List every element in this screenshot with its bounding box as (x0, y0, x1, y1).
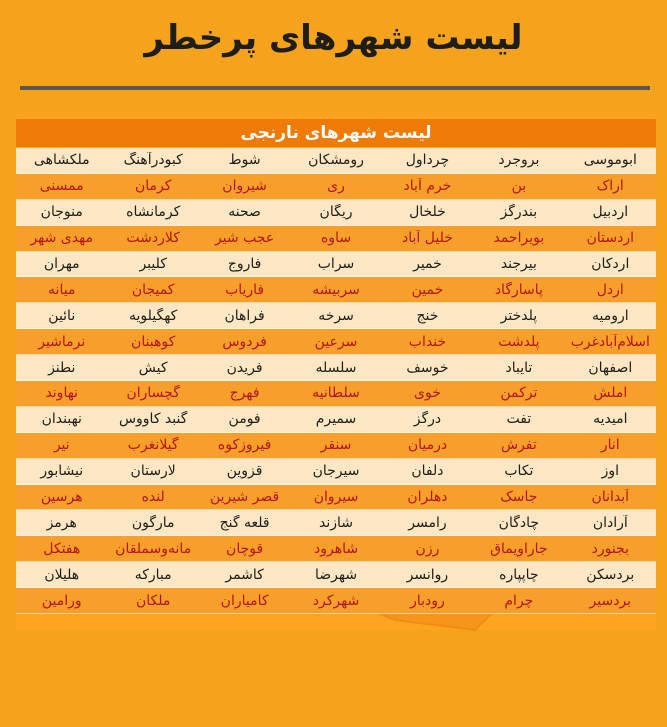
city-cell: نیشابور (40, 463, 84, 480)
city-cell: ممسنی (39, 178, 84, 195)
city-cell: پلدختر (500, 307, 538, 324)
city-cell: پاسارگاد (494, 281, 543, 298)
city-cell: اردستان (586, 230, 634, 247)
city-cell: درگز (413, 411, 442, 428)
title-divider (20, 86, 650, 90)
city-cell: گچساران (126, 385, 180, 402)
city-cell: ریگان (319, 204, 353, 221)
city-cell: رودبار (410, 592, 445, 609)
city-cell: اردل (596, 281, 624, 298)
city-cell: خنداب (408, 333, 447, 350)
city-cell: کلیبر (139, 256, 167, 272)
city-cell: فاروج (227, 256, 262, 272)
city-cell: جاسک (500, 489, 538, 506)
city-cell: پلدشت (498, 333, 540, 350)
city-cell: لنده (141, 489, 165, 506)
table-row (16, 277, 656, 303)
table-row (16, 562, 656, 588)
city-cell: ری (327, 178, 345, 195)
table-row (16, 226, 656, 252)
table-row (16, 407, 656, 433)
city-cell: خوسف (406, 359, 449, 376)
city-cell: فهرج (229, 385, 260, 402)
city-cell: اراک (596, 178, 624, 195)
table-row (16, 174, 656, 200)
table-row (16, 510, 656, 536)
city-cell: نطنز (48, 359, 76, 376)
city-cell: صحنه (228, 204, 261, 221)
city-cell: دهلران (407, 489, 448, 506)
city-cell: اصفهان (588, 359, 633, 376)
city-cell: هرسین (40, 489, 83, 506)
city-cell: بردسیر (589, 592, 632, 609)
city-cell: ترکمن (500, 385, 538, 402)
city-cell: فراهان (224, 307, 265, 324)
city-cell: آرادان (592, 514, 628, 531)
city-cell: مبارکه (134, 566, 172, 583)
city-cell: چادگان (498, 514, 540, 531)
city-cell: لارستان (130, 463, 176, 480)
city-cell: تفرش (500, 437, 537, 454)
table-row (16, 329, 656, 355)
city-cell: شاهرود (313, 540, 359, 557)
city-cell: کوهبنان (131, 333, 176, 350)
city-cell: تایباد (505, 359, 533, 376)
city-cell: فردوس (222, 333, 267, 350)
city-cell: فیروزکوه (217, 437, 272, 454)
city-cell: کمیجان (131, 281, 175, 298)
city-cell: انار (600, 437, 620, 454)
city-cell: سلطانیه (312, 385, 360, 402)
city-cell: ارومیه (591, 307, 629, 324)
city-cell: جاراویماق (490, 540, 548, 557)
table-header: لیست شهرهای نارنجی (16, 119, 656, 147)
city-cell: درمیان (407, 437, 448, 454)
city-cell: قصر شیرین (209, 489, 280, 506)
city-cell: رومشکان (308, 152, 364, 169)
city-cell: نهاوند (45, 385, 79, 402)
city-cell: اردکان (591, 256, 630, 272)
city-cell: مهدی شهر (30, 230, 94, 247)
city-cell: بیرجند (500, 256, 537, 272)
city-cell: کرمان (134, 178, 172, 195)
city-cell: سمیرم (315, 411, 357, 428)
city-cell: سیرجان (312, 463, 360, 480)
city-cell: قوچان (226, 540, 264, 557)
table-row (16, 303, 656, 329)
city-cell: منوجان (40, 204, 83, 221)
city-cell: رزن (415, 540, 440, 557)
city-cell: ابوموسی (583, 152, 637, 169)
city-cell: قلعه گنج (219, 514, 270, 531)
city-cell: مهران (43, 256, 80, 272)
city-cell: خلیل آباد (402, 230, 453, 247)
city-cell: فاریاب (225, 281, 265, 298)
city-cell: چرام (504, 592, 534, 609)
city-cell: دلفان (411, 463, 444, 480)
city-cell: کبودرآهنگ (123, 152, 183, 169)
table-row (16, 200, 656, 226)
city-cell: امیدیه (593, 411, 628, 428)
city-cell: شهرکرد (312, 592, 360, 609)
city-cell: بندرگز (500, 204, 538, 221)
city-cell: خلخال (409, 204, 446, 221)
city-cell: ورامین (41, 592, 82, 609)
city-cell: چاپپاره (499, 566, 539, 583)
city-cell: هرمز (46, 514, 77, 531)
city-cell: میانه (48, 281, 76, 298)
city-cell: کیش (138, 359, 168, 376)
city-cell: روانسر (406, 566, 449, 583)
city-cell: کرمانشاه (126, 204, 181, 221)
table-row (16, 381, 656, 407)
city-cell: نهبندان (41, 411, 82, 428)
table-row (16, 459, 656, 485)
table-row (16, 588, 656, 614)
city-cell: هفتکل (43, 540, 81, 557)
city-cell: کاشمر (225, 566, 264, 583)
city-cell: سراب (317, 256, 355, 272)
city-cell: آبدانان (591, 489, 630, 506)
city-cell: تکاب (504, 463, 534, 480)
city-cell: سنقر (320, 437, 352, 454)
city-cell: خرم آباد (403, 178, 452, 195)
city-cell: شازند (319, 514, 354, 531)
city-cell: کلاردشت (126, 230, 180, 247)
city-cell: اردبیل (592, 204, 629, 221)
city-cell: بویراحمد (493, 230, 545, 247)
city-cell: بجنورد (591, 540, 629, 557)
city-cell: شهرضا (314, 566, 358, 583)
city-cell: سلسله (315, 359, 357, 376)
city-cell: اوز (601, 463, 619, 480)
city-cell: سرعین (314, 333, 358, 350)
city-cell: سربیشه (312, 281, 360, 298)
city-table (16, 148, 656, 614)
table-row (16, 433, 656, 459)
city-cell: مارگون (131, 514, 175, 531)
page-title: لیست شهرهای پرخطر (144, 18, 523, 58)
city-cell: تفت (506, 411, 532, 428)
city-cell: رامسر (408, 514, 447, 531)
city-cell: فومن (228, 411, 261, 428)
city-cell: هلیلان (44, 566, 80, 583)
city-cell: نرماشیر (38, 333, 86, 350)
city-cell: نائین (48, 307, 76, 324)
city-cell: عجب شیر (214, 230, 275, 247)
city-cell: سرخه (318, 307, 354, 324)
city-cell: قزوین (226, 463, 263, 480)
city-cell: بروجرد (498, 152, 540, 169)
city-cell: ملکان (135, 592, 171, 609)
table-row (16, 252, 656, 278)
city-cell: خوی (414, 385, 441, 402)
city-cell: کامیاران (220, 592, 269, 609)
city-cell: فریدن (226, 359, 263, 376)
city-cell: بردسکن (586, 566, 635, 583)
city-cell: کهگیلویه (129, 307, 178, 324)
city-cell: ساوه (320, 230, 352, 247)
city-cell: املش (593, 385, 628, 402)
city-cell: گیلانغرب (127, 437, 179, 454)
city-cell: خمیر (413, 256, 442, 272)
city-cell: مانه‌وسملقان (115, 540, 192, 557)
city-cell: چرداول (405, 152, 450, 169)
city-cell: نیر (53, 437, 70, 454)
table-row (16, 485, 656, 511)
city-cell: گنبد کاووس (118, 411, 188, 428)
table-row (16, 148, 656, 174)
table-row (16, 355, 656, 381)
city-cell: ملکشاهی (33, 152, 90, 169)
city-cell: خمین (411, 281, 444, 298)
table-row (16, 536, 656, 562)
city-cell: سیروان (313, 489, 359, 506)
city-cell: اسلام‌آبادغرب (570, 333, 650, 350)
city-cell: بن (511, 178, 527, 195)
city-cell: شوط (228, 152, 261, 169)
city-cell: شیروان (222, 178, 267, 195)
city-cell: خنج (416, 307, 439, 324)
